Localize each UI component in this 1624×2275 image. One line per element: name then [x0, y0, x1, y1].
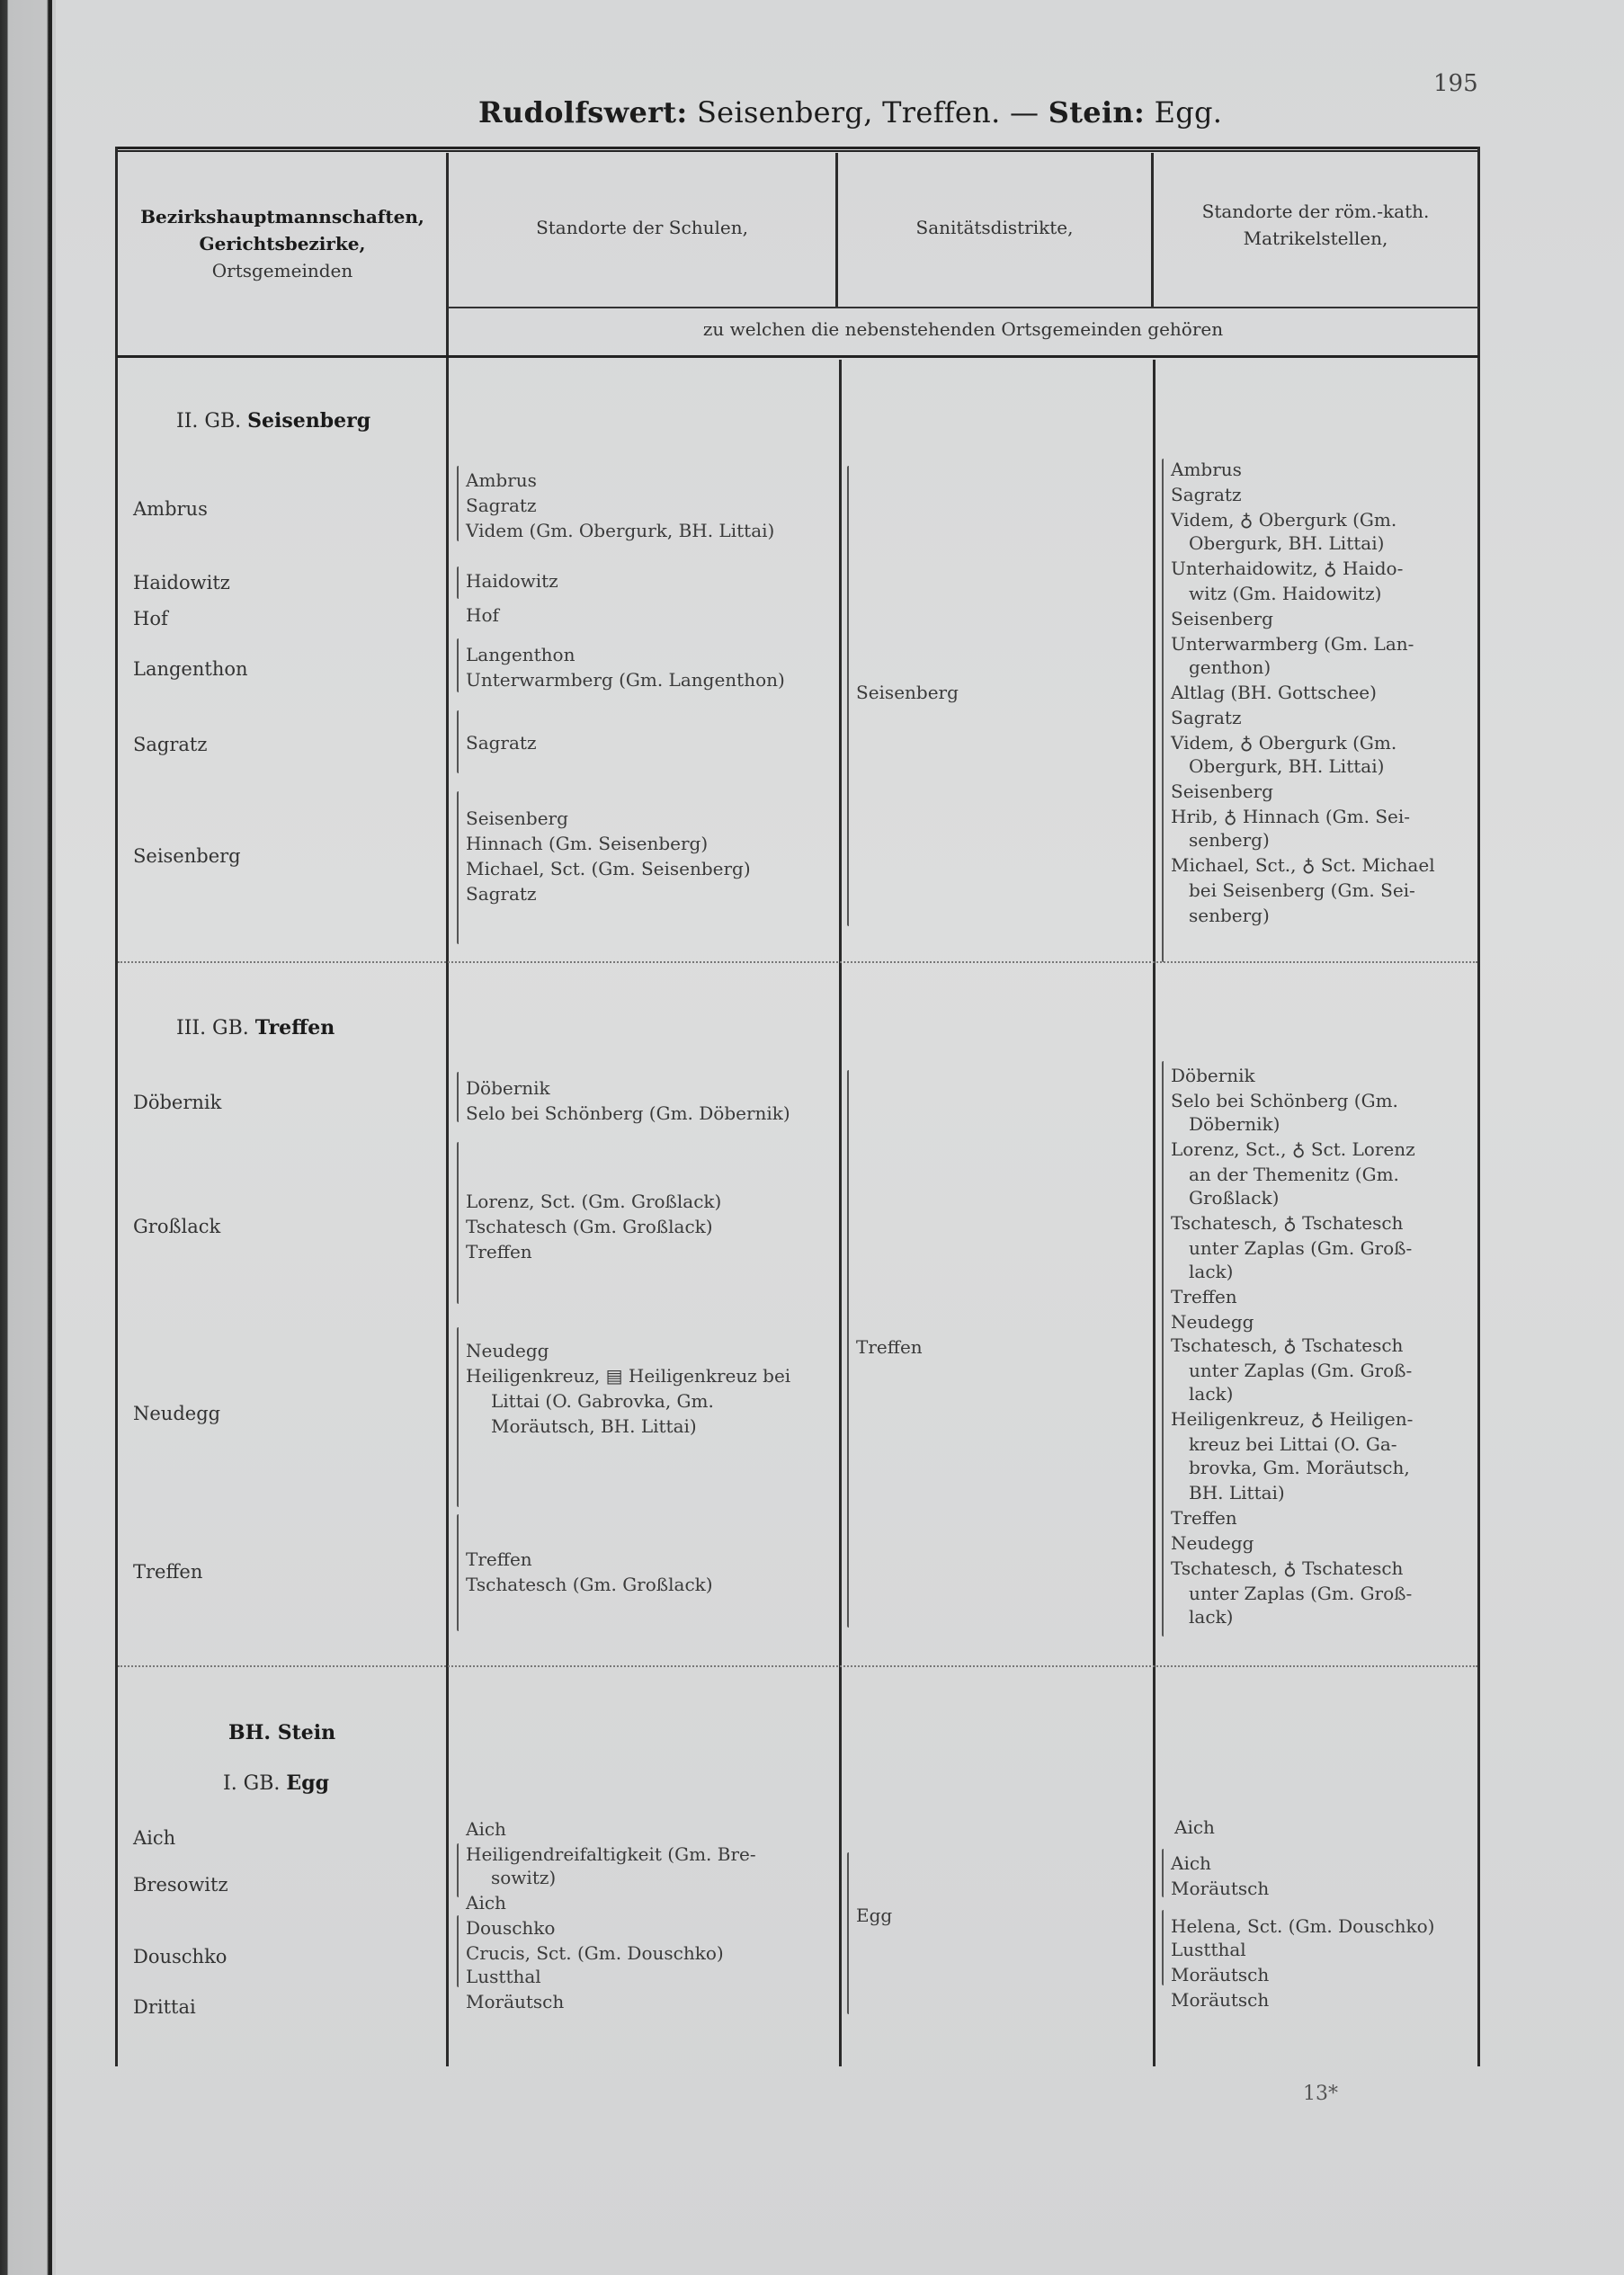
matrikel: genthon): [1189, 656, 1272, 678]
section-title-seisenberg: [176, 409, 370, 433]
school-brace: [457, 638, 459, 692]
matrikel: Selo bei Schönberg (Gm.: [1171, 1090, 1398, 1111]
school: Crucis, Sct. (Gm. Douschko): [466, 1942, 724, 1964]
school-brace: [457, 1514, 459, 1631]
gemeinde: Bresowitz: [133, 1874, 228, 1896]
matrikel: lack): [1189, 1261, 1234, 1282]
section-name: Treffen: [254, 1016, 335, 1039]
matrikel: senberg): [1189, 905, 1270, 926]
section-prefix: I. GB.: [223, 1772, 281, 1795]
running-head-courts: Seisenberg, Treffen. —: [687, 95, 1048, 129]
sanitaetsdistrikt: Treffen: [856, 1336, 923, 1358]
section-divider-2: [118, 1665, 1477, 1667]
gemeinde: Hof: [133, 608, 168, 629]
col-rule-3-body: [1153, 360, 1156, 2066]
header-col-1-line-3: Ortsgemeinden: [211, 260, 353, 281]
school-brace: [457, 791, 459, 944]
gemeinde: Douschko: [133, 1946, 228, 1967]
school: Unterwarmberg (Gm. Langenthon): [466, 669, 785, 691]
school: Treffen: [466, 1241, 532, 1262]
matrikel: Neudegg: [1171, 1311, 1254, 1333]
school: sowitz): [491, 1867, 557, 1888]
col-rule-1: [446, 153, 449, 2066]
col-rule-3: [1151, 153, 1154, 308]
matrikel: kreuz bei Littai (O. Ga-: [1189, 1433, 1397, 1455]
sanitaet-brace: [847, 1852, 849, 2014]
gemeinde: Langenthon: [133, 658, 248, 680]
school: Douschko: [466, 1917, 556, 1939]
matrikel: bei Seisenberg (Gm. Sei-: [1189, 879, 1415, 901]
matrikel: Michael, Sct., ♁ Sct. Michael: [1171, 854, 1435, 876]
school-brace: [457, 1072, 459, 1122]
matrikel: brovka, Gm. Moräutsch,: [1189, 1457, 1410, 1478]
matrikel: Moräutsch: [1171, 1989, 1270, 2011]
school: Döbernik: [466, 1077, 550, 1099]
gemeinde: Sagratz: [133, 734, 208, 755]
school: Lorenz, Sct. (Gm. Großlack): [466, 1191, 722, 1212]
school-brace: [457, 710, 459, 773]
school: Tschatesch (Gm. Großlack): [466, 1216, 713, 1237]
gemeinde: Treffen: [133, 1561, 203, 1583]
sanitaetsdistrikt: Seisenberg: [856, 682, 959, 703]
section-name: Egg: [286, 1771, 329, 1795]
matrikel: Moräutsch: [1171, 1964, 1270, 1985]
section-prefix: II. GB.: [176, 410, 242, 433]
gemeinde: Neudegg: [133, 1403, 221, 1424]
page-number: 195: [1433, 70, 1478, 97]
school: Selo bei Schönberg (Gm. Döbernik): [466, 1102, 790, 1124]
running-head: [478, 95, 1222, 129]
school: Lustthal: [466, 1966, 541, 1987]
school: Seisenberg: [466, 807, 568, 829]
section-prefix: III. GB.: [176, 1017, 249, 1039]
matrikel: Unterhaidowitz, ♁ Haido-: [1171, 558, 1404, 579]
gemeinde: Ambrus: [133, 498, 208, 520]
matrikel: lack): [1189, 1606, 1234, 1628]
school: Neudegg: [466, 1340, 549, 1361]
section-title-egg: [223, 1771, 329, 1795]
school-brace: [457, 1142, 459, 1304]
school: Littai (O. Gabrovka, Gm.: [491, 1390, 714, 1412]
matrikel: Obergurk, BH. Littai): [1189, 755, 1385, 777]
section-title-treffen: [176, 1016, 335, 1039]
matrikel: Helena, Sct. (Gm. Douschko): [1171, 1915, 1435, 1937]
header-col-4-line-1: Standorte der röm.-kath.: [1201, 201, 1430, 222]
school: Michael, Sct. (Gm. Seisenberg): [466, 858, 751, 879]
school: Moräutsch: [466, 1991, 565, 2012]
matrikel-brace: [1162, 1910, 1164, 1985]
matrikel: senberg): [1189, 829, 1270, 851]
table-top-rule: [115, 147, 1480, 152]
matrikel: Unterwarmberg (Gm. Lan-: [1171, 633, 1414, 655]
matrikel: Tschatesch, ♁ Tschatesch: [1171, 1557, 1404, 1579]
school: Hof: [466, 604, 499, 626]
subheader-rule: [448, 307, 1479, 308]
matrikel: Treffen: [1171, 1286, 1237, 1307]
matrikel: Lorenz, Sct., ♁ Sct. Lorenz: [1171, 1138, 1415, 1160]
matrikel: Moräutsch: [1171, 1878, 1270, 1899]
header-col-1: [119, 203, 446, 284]
matrikel: Sagratz: [1171, 707, 1242, 728]
school: Moräutsch, BH. Littai): [491, 1415, 697, 1437]
gemeinde: Aich: [133, 1827, 176, 1849]
school-brace: [457, 1843, 459, 1897]
matrikel: Seisenberg: [1171, 781, 1273, 802]
matrikel: Ambrus: [1171, 459, 1242, 480]
school: Tschatesch (Gm. Großlack): [466, 1574, 713, 1595]
sanitaet-brace: [847, 1070, 849, 1628]
matrikel: Lustthal: [1171, 1939, 1246, 1960]
header-col-4: [1155, 198, 1477, 252]
section-divider-1: [118, 961, 1477, 963]
matrikel: Aich: [1171, 1852, 1211, 1874]
school: Sagratz: [466, 495, 537, 516]
matrikel: Tschatesch, ♁ Tschatesch: [1171, 1212, 1404, 1234]
header-col-2: Standorte der Schulen,: [536, 217, 748, 238]
matrikel: Obergurk, BH. Littai): [1189, 532, 1385, 554]
matrikel: Sagratz: [1171, 484, 1242, 505]
school: Haidowitz: [466, 570, 558, 592]
gemeinde: Drittai: [133, 1996, 196, 2018]
col-rule-2-body: [839, 360, 842, 2066]
school: Videm (Gm. Obergurk, BH. Littai): [466, 520, 775, 541]
school-brace: [457, 1327, 459, 1507]
matrikel: unter Zaplas (Gm. Groß-: [1189, 1237, 1413, 1259]
gemeinde: Haidowitz: [133, 572, 230, 593]
header-col-3: Sanitätsdistrikte,: [915, 217, 1074, 238]
matrikel: Tschatesch, ♁ Tschatesch: [1171, 1334, 1404, 1356]
school-brace: [457, 567, 459, 599]
matrikel: Aich: [1174, 1816, 1215, 1838]
school: Treffen: [466, 1548, 532, 1570]
bh-name: BH. Stein: [228, 1721, 336, 1744]
gemeinde: Seisenberg: [133, 845, 241, 867]
matrikel: Döbernik): [1189, 1113, 1280, 1135]
running-head-courts-2: Egg.: [1145, 95, 1223, 129]
running-head-district: Rudolfswert:: [478, 95, 688, 129]
matrikel-brace: [1162, 1849, 1164, 1897]
school-brace: [457, 1915, 459, 1987]
section-name: Seisenberg: [247, 409, 371, 433]
school: Ambrus: [466, 469, 537, 491]
school: Aich: [466, 1892, 506, 1914]
matrikel: Hrib, ♁ Hinnach (Gm. Sei-: [1171, 806, 1411, 827]
gemeinde: Großlack: [133, 1216, 221, 1237]
header-col-1-line-2: Gerichtsbezirke,: [199, 233, 366, 254]
sanitaetsdistrikt: Egg: [856, 1905, 893, 1926]
matrikel-brace: [1162, 1061, 1164, 1637]
matrikel: witz (Gm. Haidowitz): [1189, 583, 1382, 604]
header-col-4-line-2: Matrikelstellen,: [1243, 228, 1388, 249]
matrikel: Videm, ♁ Obergurk (Gm.: [1171, 509, 1397, 531]
matrikel: Treffen: [1171, 1507, 1237, 1529]
matrikel: Heiligenkreuz, ♁ Heiligen-: [1171, 1408, 1414, 1430]
table-left-rule: [115, 147, 118, 2066]
school: Heiligenkreuz, ▤ Heiligenkreuz bei: [466, 1365, 791, 1387]
book-binding-edge: [0, 0, 52, 2275]
school: Hinnach (Gm. Seisenberg): [466, 833, 709, 854]
footer-signature: 13*: [1303, 2083, 1338, 2105]
matrikel: Großlack): [1189, 1187, 1280, 1209]
matrikel: BH. Littai): [1189, 1482, 1285, 1503]
sanitaet-brace: [847, 466, 849, 926]
school-brace: [457, 466, 459, 541]
matrikel: an der Themenitz (Gm.: [1189, 1164, 1399, 1185]
gemeinde: Döbernik: [133, 1092, 222, 1113]
header-bottom-rule: [117, 355, 1479, 358]
matrikel: Altlag (BH. Gottschee): [1171, 682, 1377, 703]
matrikel: Seisenberg: [1171, 608, 1273, 629]
running-head-district-2: Stein:: [1048, 95, 1146, 129]
matrikel: unter Zaplas (Gm. Groß-: [1189, 1360, 1413, 1381]
school: Aich: [466, 1818, 506, 1840]
school: Sagratz: [466, 883, 537, 905]
table-right-rule: [1477, 147, 1480, 2066]
matrikel: lack): [1189, 1383, 1234, 1405]
matrikel: Döbernik: [1171, 1065, 1255, 1086]
header-subheader: zu welchen die nebenstehenden Ortsgemeinden gehören: [702, 318, 1224, 340]
matrikel: unter Zaplas (Gm. Groß-: [1189, 1583, 1413, 1604]
section-bh-title: [228, 1721, 335, 1744]
header-col-1-line-1: Bezirkshauptmannschaften,: [140, 206, 424, 228]
matrikel: Neudegg: [1171, 1532, 1254, 1554]
matrikel: Videm, ♁ Obergurk (Gm.: [1171, 732, 1397, 754]
matrikel-brace: [1162, 459, 1164, 962]
school: Langenthon: [466, 644, 576, 665]
school: Sagratz: [466, 732, 537, 754]
school: Heiligendreifaltigkeit (Gm. Bre-: [466, 1843, 756, 1865]
